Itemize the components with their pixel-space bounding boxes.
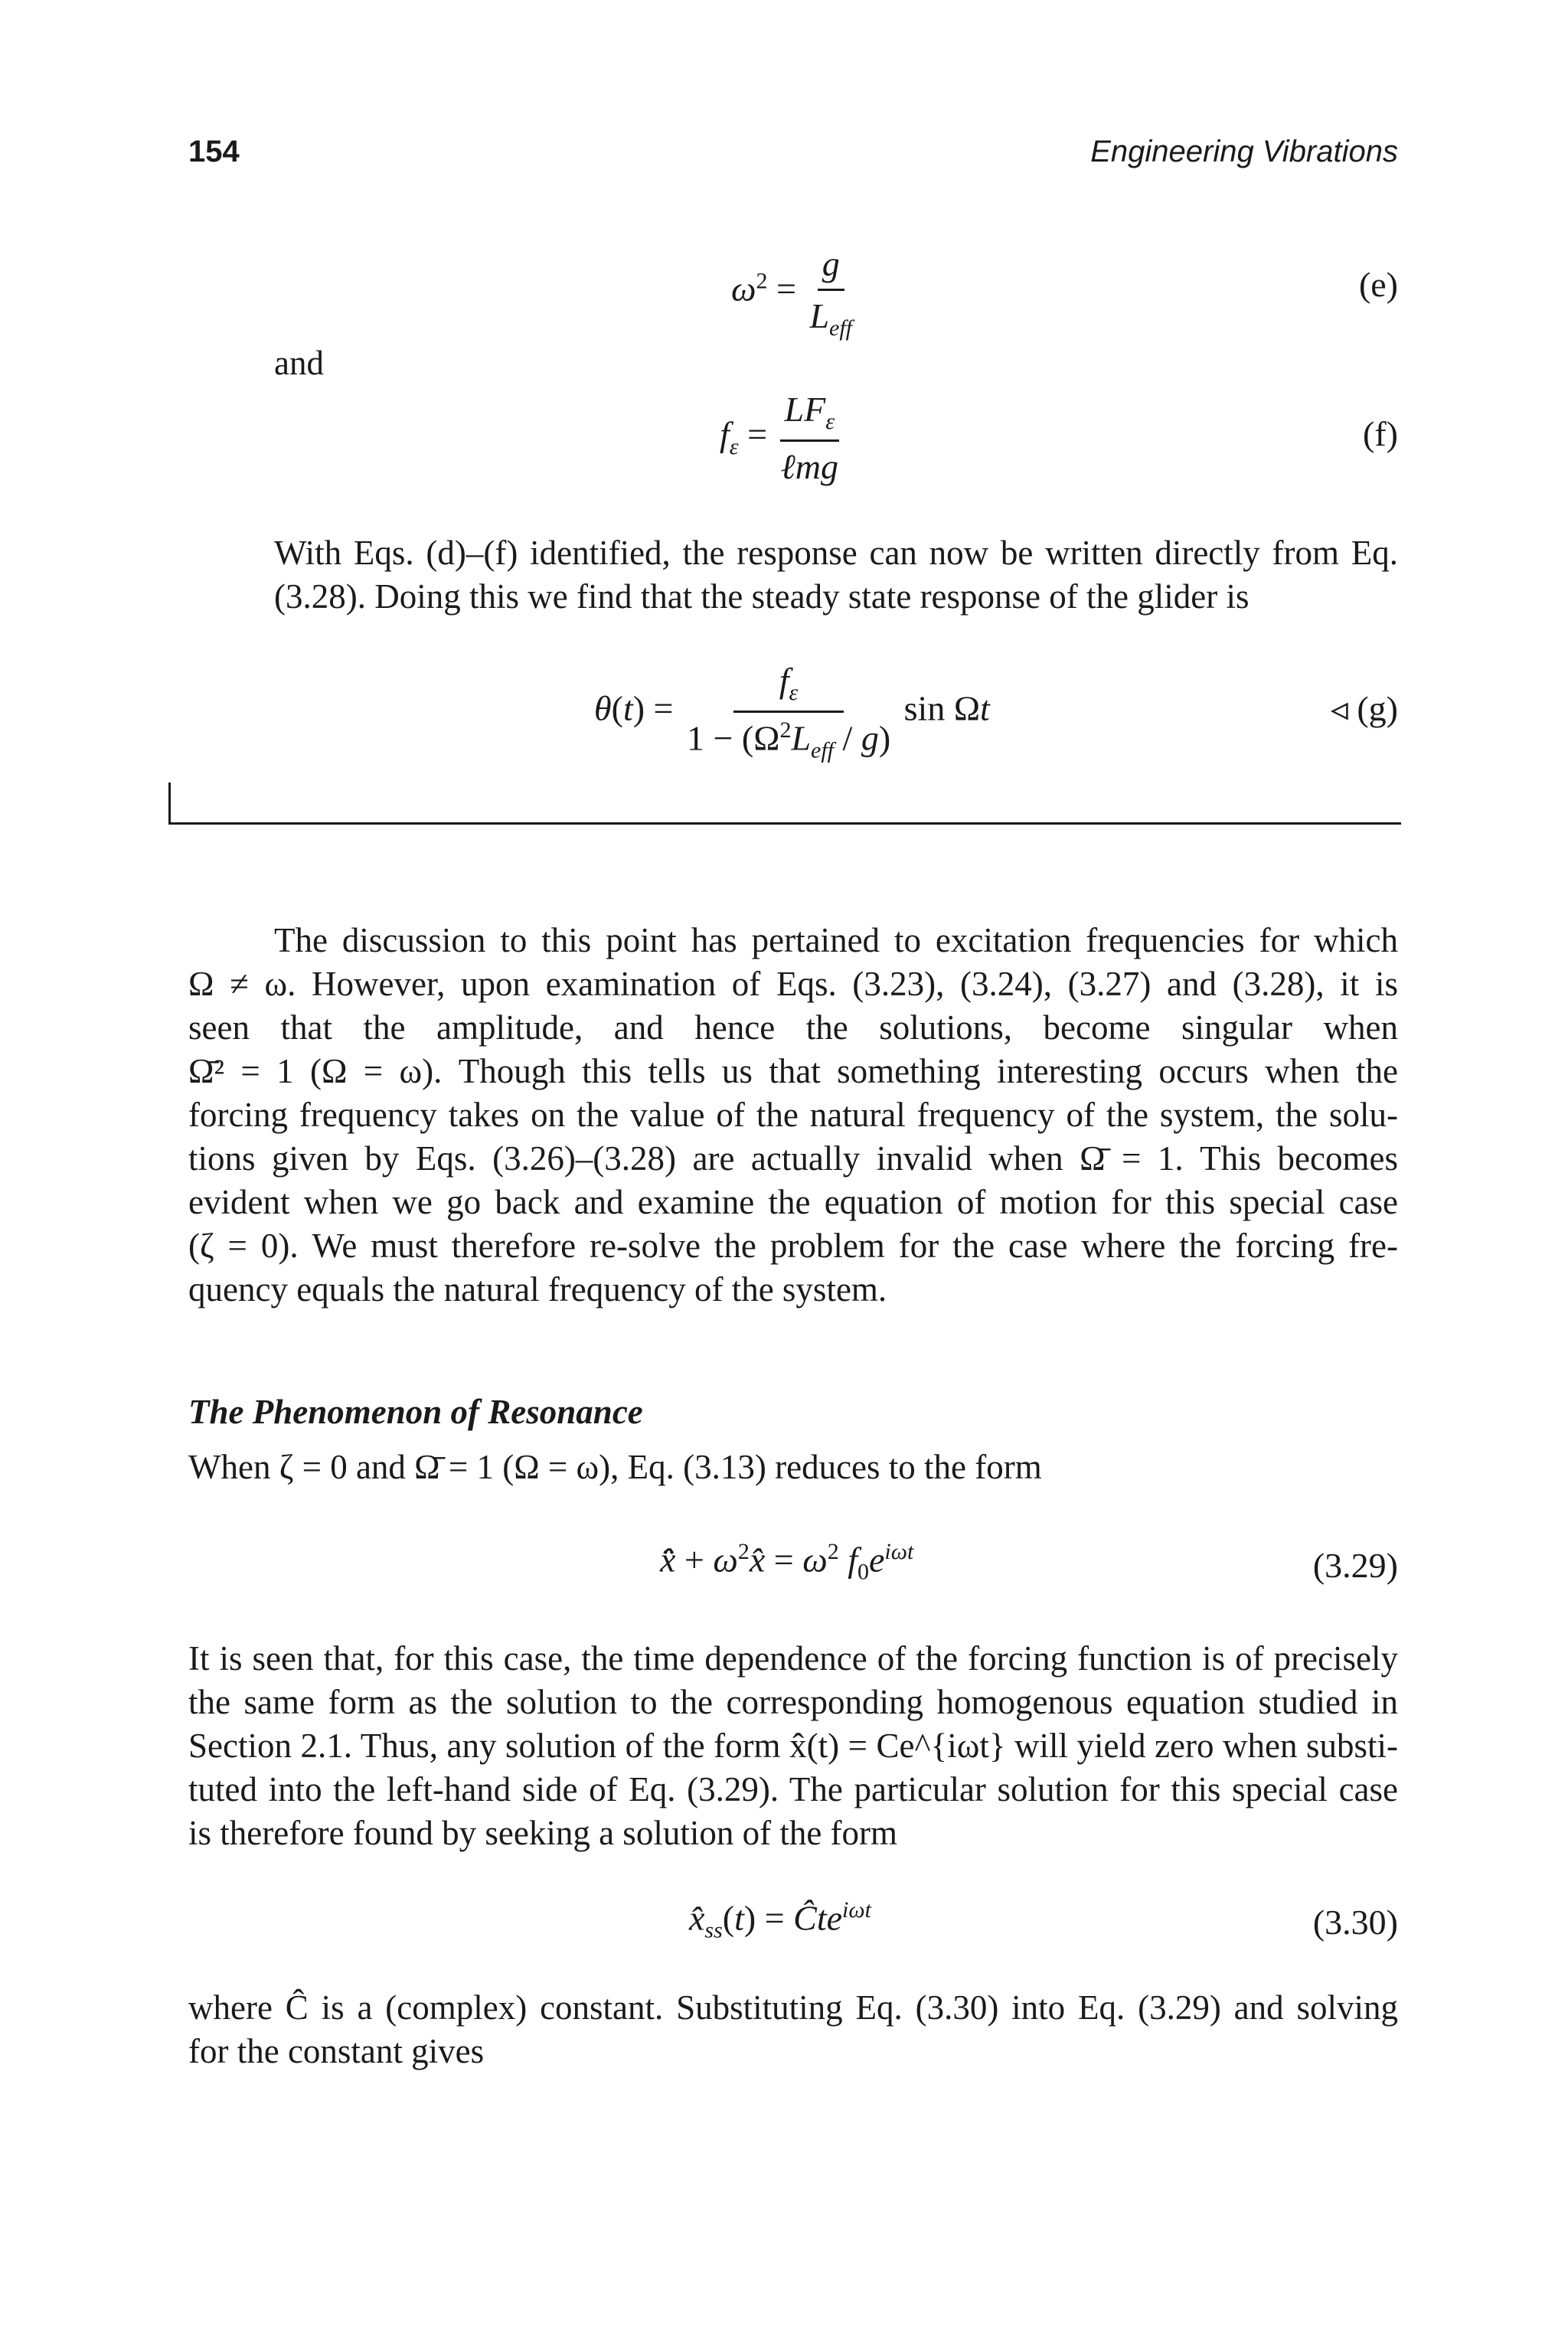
- equation-3-30: $x̂_{ss}(t)$ = Ĉte$^{i\omega t}$: [689, 1897, 871, 1943]
- equation-f-label: (f): [1363, 414, 1398, 453]
- paragraph-2-line: evident when we go back and examine the equation of motion for this special case: [188, 1183, 1398, 1221]
- paragraph-2-line: (ζ = 0). We must therefore re-solve the problem for the case where the forcing fre-: [188, 1227, 1398, 1265]
- paragraph-2-line: tions given by Eqs. (3.26)–(3.28) are actually invalid when Ω̄ = 1. This becomes: [188, 1139, 1398, 1178]
- paragraph-2: [188, 919, 1398, 1312]
- paragraph-3-line: When ζ = 0 and Ω̄ = 1 (Ω = ω), Eq. (3.13) reduces to the form: [188, 1448, 1042, 1486]
- paragraph-5: [188, 1986, 1398, 2073]
- running-title: Engineering Vibrations: [1090, 135, 1398, 168]
- paragraph-2-line: The discussion to this point has pertained to excitation frequencies for which: [274, 921, 1398, 959]
- paragraph-4-line: tuted into the left-hand side of Eq. (3.29). The particular solution for this special case: [188, 1770, 1398, 1808]
- paragraph-5-line: where Ĉ is a (complex) constant. Substituting Eq. (3.30) into Eq. (3.29) and solving: [188, 1988, 1398, 2027]
- paragraph-4-line: Section 2.1. Thus, any solution of the form x̂(t) = Ce^{iωt} will yield zero when substi-: [188, 1727, 1398, 1765]
- paragraph-4-line: is therefore found by seeking a solution of the form: [188, 1814, 898, 1852]
- equation-e-label: (e): [1358, 265, 1398, 304]
- paragraph-4-line: It is seen that, for this case, the time dependence of the forcing function is of precisely: [188, 1639, 1398, 1678]
- connector-and: and: [274, 344, 324, 382]
- paragraph-4-line: the same form as the solution to the corresponding homogenous equation studied in: [188, 1683, 1398, 1721]
- paragraph-2-line: seen that the amplitude, and hence the solutions, become singular when: [188, 1008, 1398, 1047]
- paragraph-2-line: forcing frequency takes on the value of the natural frequency of the system, the solu-: [188, 1096, 1398, 1134]
- paragraph-2-line: Ω̄² = 1 (Ω = ω). Though this tells us that something interesting occurs when the: [188, 1052, 1398, 1090]
- paragraph-1: [274, 531, 1398, 619]
- example-end-horizontal-rule: [168, 822, 1401, 825]
- equation-f: $f_\varepsilon$ = $\frac{LF_\varepsilon}{\text{ℓmg}}$: [720, 390, 838, 487]
- paragraph-5-line: for the constant gives: [188, 2032, 485, 2070]
- equation-e: $\omega^2$ = $\frac{g}{L_{eff}}$: [731, 244, 853, 341]
- paragraph-2-line: quency equals the natural frequency of the system.: [188, 1270, 887, 1308]
- section-heading: The Phenomenon of Resonance: [188, 1393, 643, 1431]
- paragraph-1-line: (3.28). Doing this we find that the steady state response of the glider is: [274, 577, 1250, 616]
- equation-g-label: ◃ (g): [1330, 689, 1398, 728]
- paragraph-1-line: With Eqs. (d)–(f) identified, the response can now be written directly from Eq.: [274, 534, 1398, 572]
- paragraph-4: [188, 1637, 1398, 1855]
- equation-3-30-label: (3.30): [1312, 1903, 1398, 1942]
- paragraph-2-line: Ω ≠ ω. However, upon examination of Eqs. (3.23), (3.24), (3.27) and (3.28), it is: [188, 965, 1398, 1003]
- equation-3-29-label: (3.29): [1312, 1546, 1398, 1585]
- example-end-vertical-rule: [168, 782, 171, 825]
- paragraph-3: [188, 1446, 1398, 1489]
- page-number: 154: [188, 135, 240, 168]
- equation-g: θ(t) = $\frac{f_\varepsilon}{1 - (\Omega^2L_{eff} / g)}$ sin Ωt: [594, 661, 990, 763]
- equation-3-29: x̂̈ + $\omega^2x̂ = \omega^2$ $f_0e^{i\omega t}$: [660, 1539, 914, 1585]
